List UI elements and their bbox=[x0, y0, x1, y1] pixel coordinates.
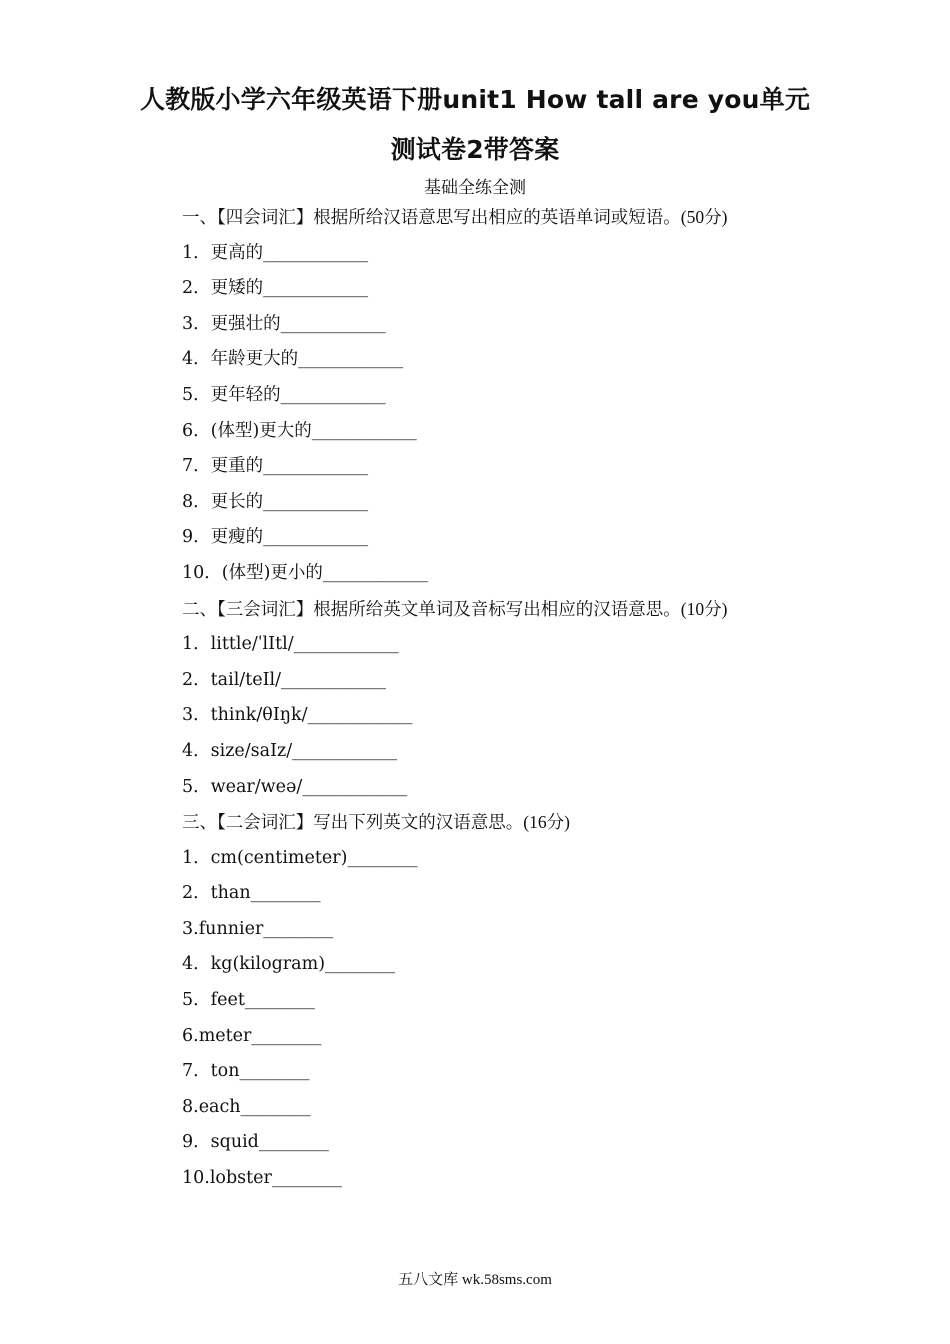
section-3-heading-text: 三、【二会词汇】写出下列英文的汉语意思。 bbox=[182, 813, 524, 834]
exercise-content bbox=[182, 200, 882, 1197]
section-3-heading bbox=[182, 805, 882, 841]
document-title-line-1: 人教版小学六年级英语下册unit1 How tall are you单元 bbox=[139, 85, 811, 114]
section-2-points: (10分) bbox=[680, 598, 728, 619]
section-2-item: 2．tail/teIl/____________ bbox=[182, 669, 386, 690]
section-3-item: 9．squid________ bbox=[182, 1132, 329, 1153]
section-3-item: 3.funnier________ bbox=[182, 918, 334, 939]
section-3-item: 4．kg(kilogram)________ bbox=[182, 954, 396, 975]
section-3-points: (16分) bbox=[523, 812, 570, 833]
page-footer: 五八文库 wk.58sms.com bbox=[398, 1272, 552, 1288]
section-1-item: 3．更强壮的____________ bbox=[182, 313, 386, 334]
section-3-item: 7．ton________ bbox=[182, 1061, 310, 1082]
section-1-item: 9．更瘦的____________ bbox=[182, 527, 369, 548]
document-title-line-2: 测试卷2带答案 bbox=[390, 135, 560, 164]
section-3-item: 6.meter________ bbox=[182, 1025, 322, 1046]
section-2-heading-text: 二、【三会词汇】根据所给英文单词及音标写出相应的汉语意思。 bbox=[182, 599, 681, 620]
section-2-item: 1．little/ˈlItl/____________ bbox=[182, 634, 399, 655]
section-2-item: 4．size/saIz/____________ bbox=[182, 740, 398, 761]
section-1-item: 5．更年轻的____________ bbox=[182, 384, 386, 405]
section-3-item: 8.each________ bbox=[182, 1096, 311, 1117]
section-1-item: 6．(体型)更大的____________ bbox=[182, 420, 417, 441]
section-1-item: 2．更矮的____________ bbox=[182, 278, 369, 299]
section-3-item: 1．cm(centimeter)________ bbox=[182, 847, 418, 868]
section-3-item: 2．than________ bbox=[182, 883, 321, 904]
section-1-item: 8．更长的____________ bbox=[182, 491, 369, 512]
section-2-item: 5．wear/weə/____________ bbox=[182, 776, 408, 797]
section-2-heading bbox=[182, 592, 882, 628]
section-1-heading-text: 一、【四会词汇】根据所给汉语意思写出相应的英语单词或短语。 bbox=[182, 208, 681, 228]
section-1-item: 7．更重的____________ bbox=[182, 456, 369, 477]
section-3-item: 5．feet________ bbox=[182, 990, 315, 1011]
section-2-item: 3．think/θIŋk/____________ bbox=[182, 705, 413, 726]
section-3-item: 10.lobster________ bbox=[182, 1168, 342, 1189]
section-1-item: 10．(体型)更小的____________ bbox=[182, 562, 428, 583]
section-1-item: 1．更高的____________ bbox=[182, 242, 369, 263]
section-1-heading bbox=[182, 200, 882, 236]
section-1-item: 4．年龄更大的____________ bbox=[182, 349, 404, 370]
document-subtitle: 基础全练全测 bbox=[424, 178, 526, 198]
section-1-points: (50分) bbox=[680, 207, 728, 227]
